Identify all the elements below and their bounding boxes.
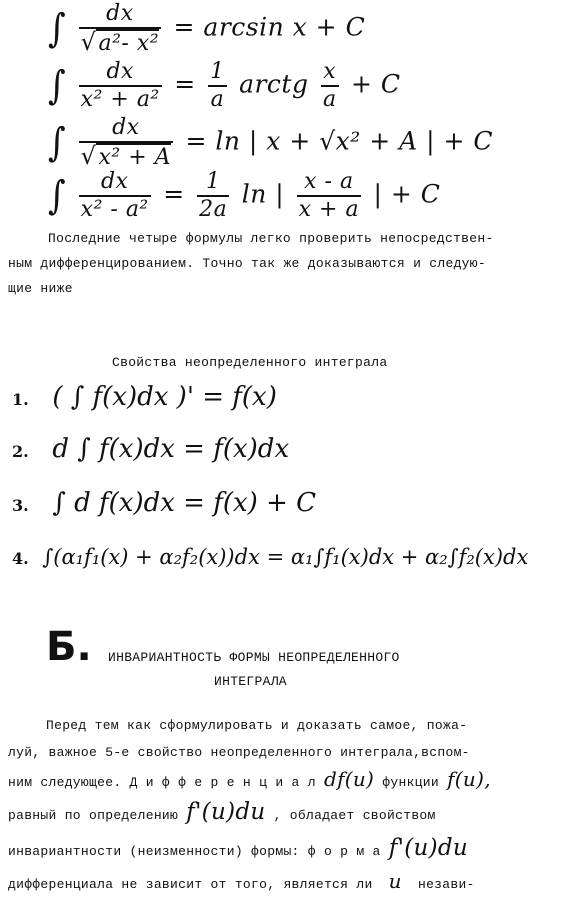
property-number: 4. xyxy=(12,549,29,568)
integral-sign: ∫ xyxy=(48,6,67,52)
formula-arctg xyxy=(48,60,401,112)
coef-fraction xyxy=(197,170,229,222)
denominator: 2a xyxy=(199,197,228,222)
fraction xyxy=(79,60,162,112)
denominator: a xyxy=(210,87,225,112)
text-line: ным дифференцированием. Точно так же доказываются и следую- xyxy=(8,256,486,271)
property-4 xyxy=(12,545,528,569)
text-line: луй, важное 5-е свойство неопределенного интеграла,вспом- xyxy=(8,745,470,760)
property-formula: ∫ d f(x)dx = f(x) + C xyxy=(52,488,317,518)
numerator: x - a xyxy=(297,170,361,197)
numerator: dx xyxy=(79,116,173,143)
text-span: ним следующее. Д и ф ф е р е н ц и а л xyxy=(8,775,316,790)
paragraph-after-formulas xyxy=(8,226,583,301)
arg-fraction xyxy=(297,170,361,222)
derivative-expression: f'(u)du xyxy=(186,799,266,825)
property-1 xyxy=(12,382,277,412)
function-expression: f(u), xyxy=(447,767,491,791)
fraction xyxy=(79,170,151,222)
numerator: 1 xyxy=(197,170,229,197)
numerator: 1 xyxy=(208,60,227,87)
text-line: щие ниже xyxy=(8,281,73,296)
property-3 xyxy=(12,488,316,518)
radicand: x² + A xyxy=(98,145,172,170)
integral-sign: ∫ xyxy=(48,63,67,109)
denominator: √a²- x² xyxy=(80,28,160,56)
equals: = xyxy=(174,69,196,99)
function-name: ln | xyxy=(241,179,285,209)
property-formula: ( ∫ f(x)dx )' = f(x) xyxy=(52,382,277,412)
property-formula: d ∫ f(x)dx = f(x)dx xyxy=(52,434,290,464)
integral-sign: ∫ xyxy=(48,173,67,219)
numerator: dx xyxy=(79,2,161,29)
text-line xyxy=(8,832,583,868)
fraction xyxy=(79,2,161,56)
text-span: инвариантности (неизменности) формы: ф о р м а xyxy=(8,844,381,859)
numerator: dx xyxy=(79,60,162,87)
section-letter: Б. xyxy=(46,624,92,670)
numerator: x xyxy=(321,60,339,87)
function-name: arctg xyxy=(239,69,309,99)
section-heading-line2: ИНТЕГРАЛА xyxy=(214,674,287,689)
rhs: = ln | x + √x² + A | + C xyxy=(185,126,494,156)
rhs: = arcsin x + C xyxy=(173,12,366,42)
fraction xyxy=(79,116,173,170)
property-number: 3. xyxy=(12,496,29,515)
text-line xyxy=(8,796,583,832)
derivative-expression: f'(u)du xyxy=(388,835,469,861)
constant: | + C xyxy=(373,179,441,209)
numerator: dx xyxy=(79,170,151,197)
text-span: равный по определению xyxy=(8,808,179,823)
integral-sign: ∫ xyxy=(48,120,67,166)
text-line xyxy=(8,766,583,796)
properties-title: Свойства неопределенного интеграла xyxy=(112,355,388,370)
text-span: незави- xyxy=(417,877,475,892)
constant: + C xyxy=(351,69,401,99)
text-span: функции xyxy=(382,775,439,790)
property-number: 1. xyxy=(12,390,29,409)
equals: = xyxy=(163,179,185,209)
coef-fraction xyxy=(208,60,227,112)
formula-arcsin xyxy=(48,2,365,56)
denominator: x² + a² xyxy=(80,87,160,112)
arg-fraction xyxy=(321,60,339,112)
formula-ln-frac xyxy=(48,170,440,222)
text-span: дифференциала не зависит от того, является ли xyxy=(8,877,373,892)
denominator: x + a xyxy=(298,197,360,222)
denominator: a xyxy=(322,87,337,112)
section-heading-line1: ИНВАРИАНТНОСТЬ ФОРМЫ НЕОПРЕДЕЛЕННОГО xyxy=(108,650,400,665)
text-span: , обладает свойством xyxy=(273,808,436,823)
text-line xyxy=(8,868,583,898)
differential-expression: df(u) xyxy=(323,767,375,791)
text-line: Перед тем как сформулировать и доказать самое, пожа- xyxy=(46,718,468,733)
denominator: √x² + A xyxy=(80,142,172,170)
property-2 xyxy=(12,434,289,464)
paragraph-invariance xyxy=(8,712,583,898)
property-formula: ∫(α₁f₁(x) + α₂f₂(x))dx = α₁∫f₁(x)dx + α₂∫f₂(x)dx xyxy=(42,545,529,569)
formula-ln-sqrt xyxy=(48,116,493,170)
variable: u xyxy=(388,869,402,893)
text-line: Последние четыре формулы легко проверить непосредствен- xyxy=(48,231,494,246)
radicand: a²- x² xyxy=(98,31,160,56)
denominator: x² - a² xyxy=(80,197,149,222)
property-number: 2. xyxy=(12,442,29,461)
